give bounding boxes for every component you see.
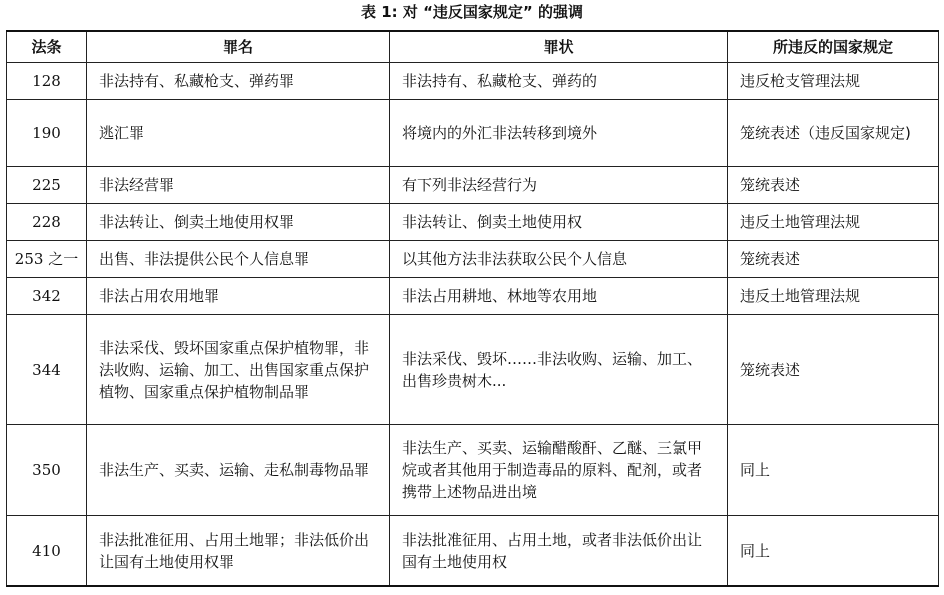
- table-row: [7, 278, 939, 315]
- cell-article: 128: [7, 63, 87, 100]
- cell-crime-name: 非法批准征用、占用土地罪；非法低价出让国有土地使用权罪: [87, 516, 390, 587]
- cell-violated-regulation: 笼统表述: [728, 315, 939, 425]
- cell-article: 344: [7, 315, 87, 425]
- cell-article: 342: [7, 278, 87, 315]
- table-row: [7, 315, 939, 425]
- cell-violated-regulation: 笼统表述: [728, 167, 939, 204]
- table-row: [7, 241, 939, 278]
- cell-article: 350: [7, 425, 87, 516]
- cell-crime-name: 非法持有、私藏枪支、弹药罪: [87, 63, 390, 100]
- cell-crime-description: 非法转让、倒卖土地使用权: [390, 204, 728, 241]
- table-row: [7, 100, 939, 167]
- table-row: [7, 167, 939, 204]
- cell-crime-name: 非法经营罪: [87, 167, 390, 204]
- cell-crime-description: 非法生产、买卖、运输醋酸酐、乙醚、三氯甲烷或者其他用于制造毒品的原料、配剂，或者携带上述物品进出境: [390, 425, 728, 516]
- table-row: [7, 425, 939, 516]
- table-row: [7, 516, 939, 587]
- cell-violated-regulation: 同上: [728, 425, 939, 516]
- cell-crime-name: 非法占用农用地罪: [87, 278, 390, 315]
- cell-crime-name: 出售、非法提供公民个人信息罪: [87, 241, 390, 278]
- cell-crime-name: 非法转让、倒卖土地使用权罪: [87, 204, 390, 241]
- cell-article: 253 之一: [7, 241, 87, 278]
- cell-article: 410: [7, 516, 87, 587]
- cell-crime-name: 非法生产、买卖、运输、走私制毒物品罪: [87, 425, 390, 516]
- cell-crime-description: 非法占用耕地、林地等农用地: [390, 278, 728, 315]
- table-row: [7, 204, 939, 241]
- cell-violated-regulation: 同上: [728, 516, 939, 587]
- cell-crime-description: 将境内的外汇非法转移到境外: [390, 100, 728, 167]
- cell-article: 228: [7, 204, 87, 241]
- cell-crime-description: 非法持有、私藏枪支、弹药的: [390, 63, 728, 100]
- cell-crime-description: 非法批准征用、占用土地，或者非法低价出让国有土地使用权: [390, 516, 728, 587]
- cell-violated-regulation: 违反土地管理法规: [728, 204, 939, 241]
- cell-violated-regulation: 违反土地管理法规: [728, 278, 939, 315]
- cell-crime-description: 以其他方法非法获取公民个人信息: [390, 241, 728, 278]
- table-header-row: [7, 31, 939, 63]
- header-crime-name: 罪名: [87, 31, 390, 63]
- cell-violated-regulation: 笼统表述: [728, 241, 939, 278]
- table-row: [7, 63, 939, 100]
- table-caption: 表 1: 对 “违反国家规定” 的强调: [360, 3, 584, 21]
- cell-violated-regulation: 违反枪支管理法规: [728, 63, 939, 100]
- cell-crime-description: 非法采伐、毁坏……非法收购、运输、加工、出售珍贵树木...: [390, 315, 728, 425]
- header-violated-regulation: 所违反的国家规定: [728, 31, 939, 63]
- cell-crime-name: 逃汇罪: [87, 100, 390, 167]
- cell-violated-regulation: 笼统表述（违反国家规定): [728, 100, 939, 167]
- cell-article: 225: [7, 167, 87, 204]
- cell-crime-description: 有下列非法经营行为: [390, 167, 728, 204]
- header-article: 法条: [7, 31, 87, 63]
- law-table: [6, 30, 939, 587]
- header-crime-description: 罪状: [390, 31, 728, 63]
- cell-article: 190: [7, 100, 87, 167]
- cell-crime-name: 非法采伐、毁坏国家重点保护植物罪，非法收购、运输、加工、出售国家重点保护植物、国家重点保护植物制品罪: [87, 315, 390, 425]
